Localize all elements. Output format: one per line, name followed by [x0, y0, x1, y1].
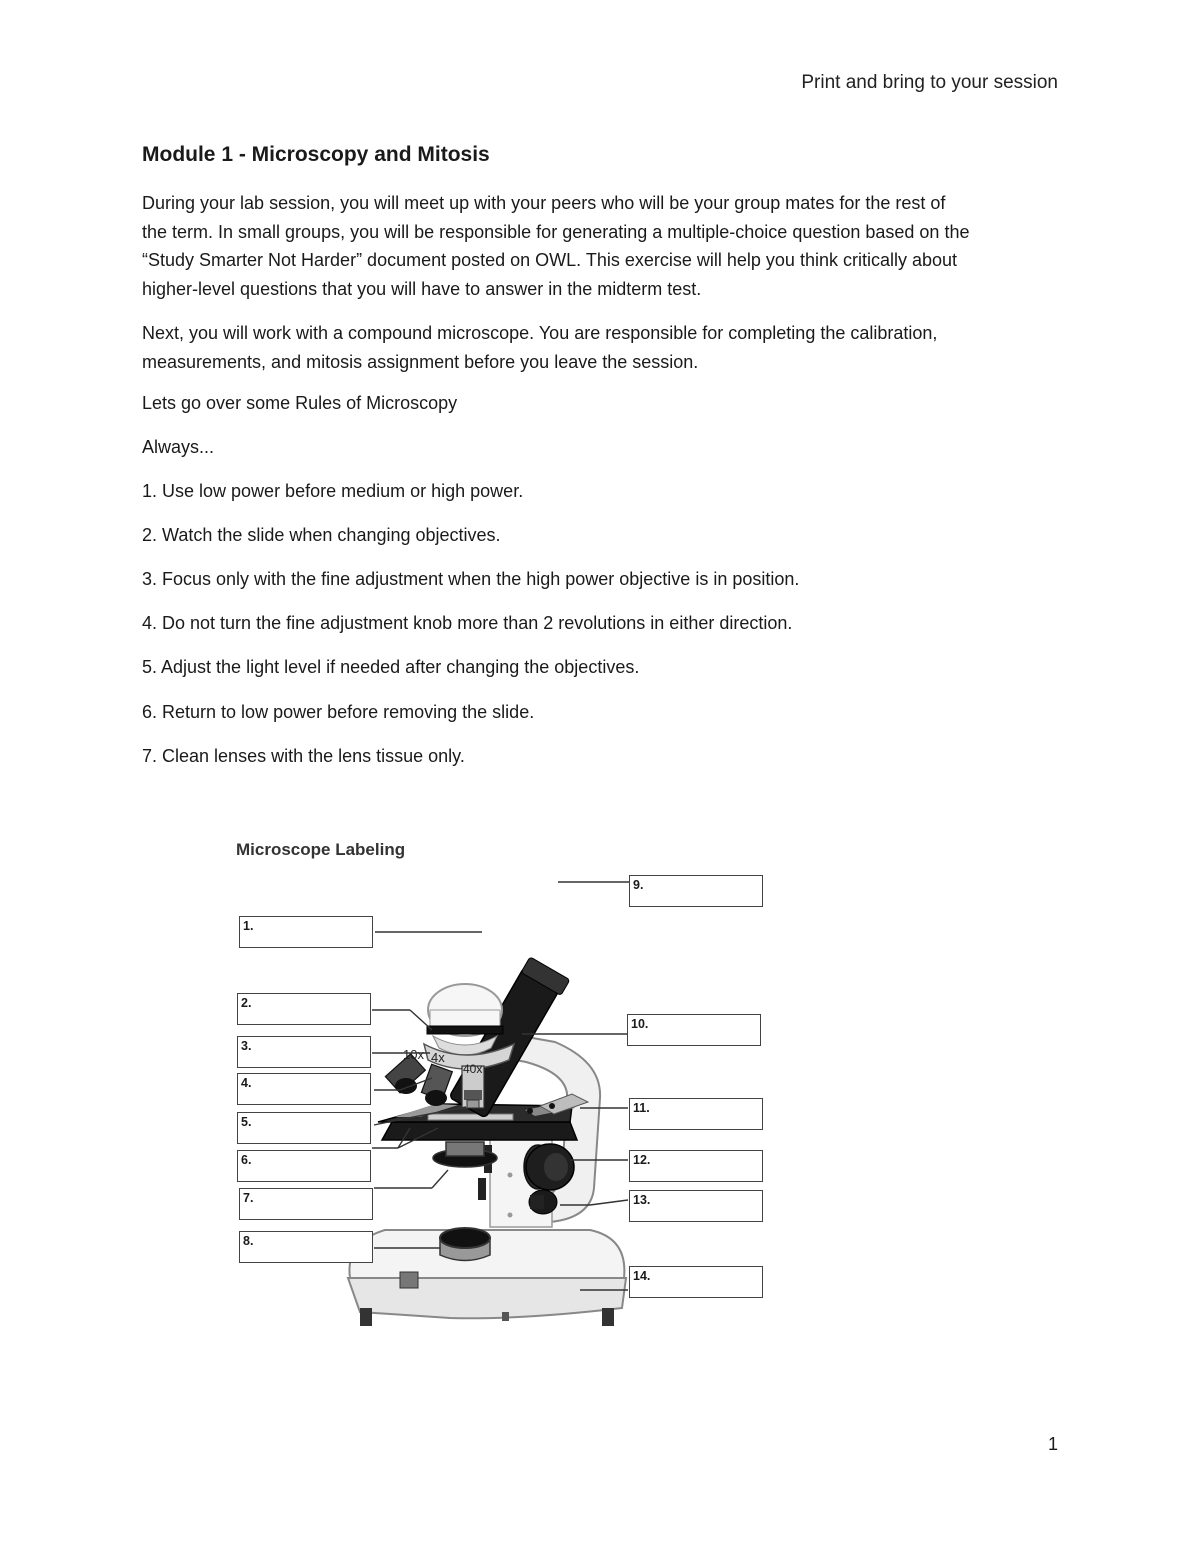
label-number: 9. [633, 878, 644, 892]
label-box-12[interactable] [629, 1150, 763, 1182]
objective-label: 4x [431, 1050, 445, 1065]
paragraph-line: “Study Smarter Not Harder” document posted on OWL. This exercise will help you think critically about [142, 250, 958, 270]
label-box-5[interactable] [237, 1112, 371, 1144]
figure-title: Microscope Labeling [236, 840, 406, 859]
label-number: 13. [633, 1193, 651, 1207]
label-number: 12. [633, 1153, 651, 1167]
paragraph-line: Next, you will work with a compound microscope. You are responsible for completing the calibration, [142, 323, 938, 343]
label-number: 4. [241, 1076, 252, 1090]
intro-paragraph [142, 189, 1057, 303]
microscope-paragraph [142, 319, 1057, 376]
label-box-9[interactable] [629, 875, 763, 907]
label-number: 8. [243, 1234, 254, 1248]
label-number: 11. [633, 1101, 650, 1115]
label-number: 6. [241, 1153, 252, 1167]
illuminator [440, 1228, 490, 1248]
rule-item: 5. Adjust the light level if needed after changing the objectives. [142, 657, 640, 677]
label-box-10[interactable] [627, 1014, 761, 1046]
label-number: 5. [241, 1115, 252, 1129]
rule-item: 7. Clean lenses with the lens tissue only. [142, 746, 465, 766]
label-number: 10. [631, 1017, 649, 1031]
label-number: 14. [633, 1269, 651, 1283]
paragraph-line: higher-level questions that you will have to answer in the midterm test. [142, 278, 702, 299]
label-number: 2. [241, 996, 252, 1010]
microscope-labeling-figure [220, 830, 790, 1380]
objective-label: 40x [463, 1062, 483, 1076]
paragraph-line: During your lab session, you will meet up with your peers who will be your group mates for the rest of [142, 193, 946, 213]
label-box-7[interactable] [239, 1188, 373, 1220]
rule-item: 1. Use low power before medium or high power. [142, 481, 524, 501]
objective-4x [421, 1064, 452, 1106]
page-header: Print and bring to your session [801, 72, 1058, 93]
rule-item: 6. Return to low power before removing the slide. [142, 702, 535, 722]
rules-intro: Lets go over some Rules of Microscopy [142, 393, 458, 413]
rule-item: 2. Watch the slide when changing objectives. [142, 525, 501, 545]
label-number: 7. [243, 1191, 254, 1205]
label-box-14[interactable] [629, 1266, 763, 1298]
stage [382, 1122, 577, 1140]
paragraph-line: the term. In small groups, you will be responsible for generating a multiple-choice question based on the [142, 221, 970, 242]
page-number: 1 [1047, 1434, 1058, 1454]
label-box-8[interactable] [239, 1231, 373, 1263]
rule-item: 3. Focus only with the fine adjustment when the high power objective is in position. [142, 569, 800, 589]
paragraph-line: measurements, and mitosis assignment before you leave the session. [142, 351, 699, 372]
rule-item: 4. Do not turn the fine adjustment knob more than 2 revolutions in either direction. [142, 613, 793, 633]
label-box-11[interactable] [629, 1098, 763, 1130]
always-heading: Always... [142, 437, 215, 457]
label-number: 1. [243, 919, 254, 933]
label-box-4[interactable] [237, 1073, 371, 1105]
label-number: 3. [241, 1039, 252, 1053]
label-box-13[interactable] [629, 1190, 763, 1222]
label-box-1[interactable] [239, 916, 373, 948]
module-title: Module 1 - Microscopy and Mitosis [142, 143, 490, 166]
objective-label: 10x [403, 1047, 424, 1062]
label-box-2[interactable] [237, 993, 371, 1025]
slide [428, 1114, 513, 1120]
label-box-3[interactable] [237, 1036, 371, 1068]
label-box-6[interactable] [237, 1150, 371, 1182]
